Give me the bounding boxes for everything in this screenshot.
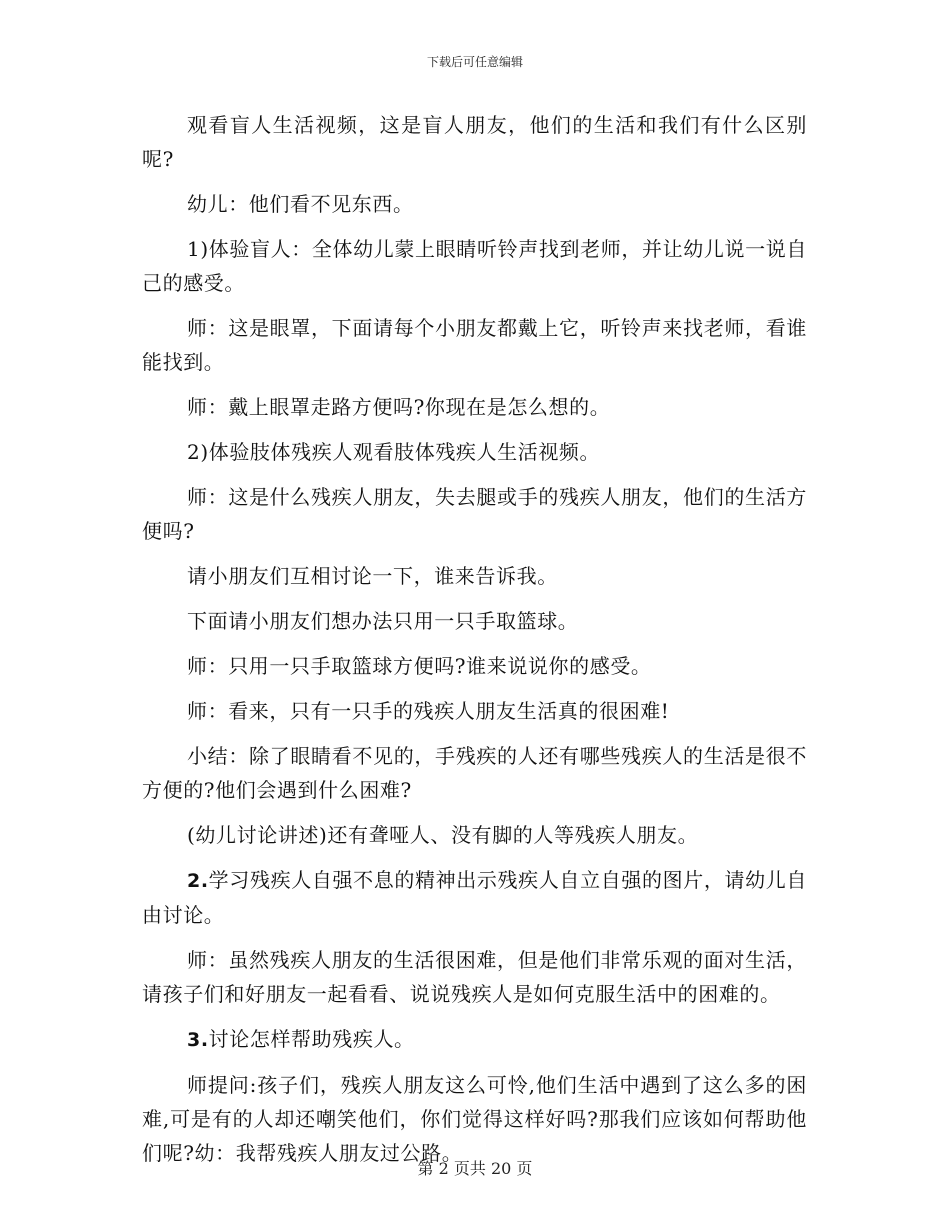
section-text: 学习残疾人自强不息的精神出示残疾人自立自强的图片，请幼儿自由讨论。 [142, 868, 807, 927]
document-body [142, 108, 807, 1181]
section-paragraph [142, 1022, 807, 1057]
paragraph: (幼儿讨论讲述)还有聋哑人、没有脚的人等残疾人朋友。 [187, 823, 699, 847]
paragraph: 师：只用一只手取篮球方便吗?谁来说说你的感受。 [187, 654, 652, 678]
paragraph: 师提问:孩子们，残疾人朋友这么可怜,他们生活中遇到了这么多的困难,可是有的人却还嘲笑他们，你们觉得这样好吗?那我们应该如何帮助他们呢?幼：我帮残疾人朋友过公路。 [142, 1073, 807, 1165]
page-header: 下载后可任意编辑 [426, 55, 523, 69]
section-number: 3. [187, 1029, 209, 1051]
section-text: 讨论怎样帮助残疾人。 [208, 1027, 415, 1051]
paragraph: 幼儿：他们看不见东西。 [187, 192, 414, 216]
paragraph: 小结：除了眼睛看不见的，手残疾的人还有哪些残疾人的生活是很不方便的?他们会遇到什么困难? [142, 744, 807, 802]
page-footer: 第 2 页共 20 页 [417, 1159, 533, 1178]
paragraph: 师：看来，只有一只手的残疾人朋友生活真的很困难! [187, 699, 670, 723]
paragraph: 请小朋友们互相讨论一下，谁来告诉我。 [187, 564, 558, 588]
paragraph: 下面请小朋友们想办法只用一只手取篮球。 [187, 609, 579, 633]
section-number: 2. [187, 870, 209, 892]
paragraph: 师：戴上眼罩走路方便吗?你现在是怎么想的。 [187, 395, 611, 419]
paragraph: 2)体验肢体残疾人观看肢体残疾人生活视频。 [187, 440, 601, 464]
section-paragraph [142, 863, 807, 932]
paragraph: 观看盲人生活视频，这是盲人朋友，他们的生活和我们有什么区别呢? [142, 113, 807, 171]
paragraph: 师：这是眼罩，下面请每个小朋友都戴上它，听铃声来找老师，看谁能找到。 [142, 316, 807, 374]
paragraph: 1)体验盲人：全体幼儿蒙上眼睛听铃声找到老师，并让幼儿说一说自己的感受。 [142, 237, 807, 295]
paragraph: 师：这是什么残疾人朋友，失去腿或手的残疾人朋友，他们的生活方便吗? [142, 485, 807, 543]
paragraph: 师：虽然残疾人朋友的生活很困难，但是他们非常乐观的面对生活，请孩子们和好朋友一起看看、说说残疾人是如何克服生活中的困难的。 [142, 948, 807, 1006]
